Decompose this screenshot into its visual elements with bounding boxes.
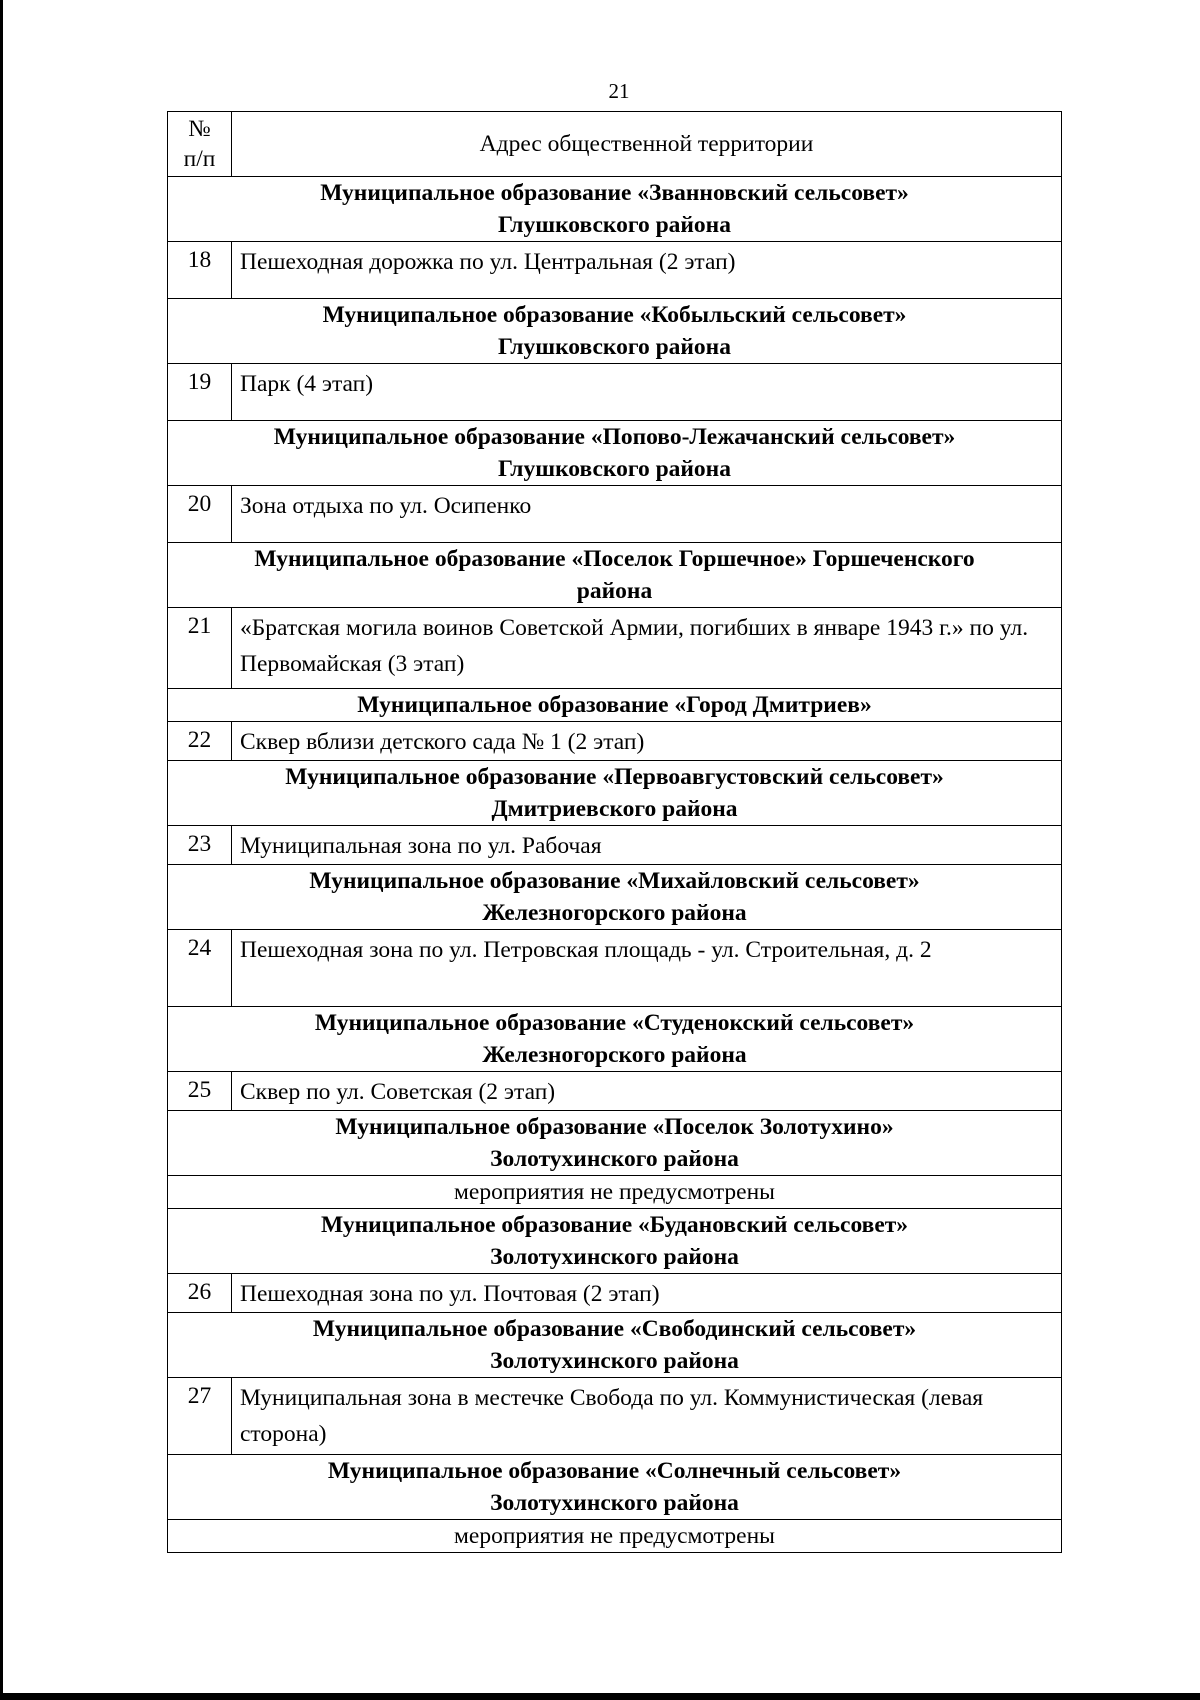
section-row xyxy=(168,177,1062,242)
table-header-row xyxy=(168,112,1062,177)
entry-address: Пешеходная зона по ул. Петровская площадь - ул. Строительная, д. 2 xyxy=(232,930,1062,1007)
entry-address: Парк (4 этап) xyxy=(232,364,1062,421)
section-row xyxy=(168,543,1062,608)
header-num-cell: № п/п xyxy=(168,112,232,177)
section-title xyxy=(168,689,1062,722)
section-title-line: Муниципальное образование «Город Дмитриев» xyxy=(357,692,872,718)
section-title-line: района xyxy=(576,578,653,604)
entry-num: 20 xyxy=(168,486,232,543)
table-row xyxy=(168,608,1062,689)
note-row xyxy=(168,1176,1062,1209)
scan-left-edge xyxy=(0,0,3,1700)
section-title-line: Муниципальное образование «Поселок Золотухино» xyxy=(335,1114,894,1140)
section-title xyxy=(168,865,1062,930)
section-title-line: Муниципальное образование «Будановский сельсовет» xyxy=(320,1212,909,1238)
section-row xyxy=(168,1111,1062,1176)
table-row xyxy=(168,1274,1062,1313)
entry-num: 24 xyxy=(168,930,232,1007)
section-title-line: Муниципальное образование «Михайловский сельсовет» xyxy=(309,868,920,894)
section-title xyxy=(168,761,1062,826)
entry-num: 27 xyxy=(168,1378,232,1455)
section-row xyxy=(168,1313,1062,1378)
section-row xyxy=(168,1007,1062,1072)
no-activities-note: мероприятия не предусмотрены xyxy=(168,1176,1062,1209)
section-title-line: Муниципальное образование «Студенокский сельсовет» xyxy=(314,1010,915,1036)
entry-num: 18 xyxy=(168,242,232,299)
section-title xyxy=(168,1313,1062,1378)
section-title xyxy=(168,543,1062,608)
entry-address: Пешеходная зона по ул. Почтовая (2 этап) xyxy=(232,1274,1062,1313)
section-row xyxy=(168,1209,1062,1274)
section-title-line: Глушковского района xyxy=(498,212,731,238)
entry-address: Зона отдыха по ул. Осипенко xyxy=(232,486,1062,543)
section-title-line: Муниципальное образование «Первоавгустовский сельсовет» xyxy=(285,764,944,790)
entry-num: 23 xyxy=(168,826,232,865)
no-activities-note: мероприятия не предусмотрены xyxy=(168,1520,1062,1553)
table-row xyxy=(168,242,1062,299)
entry-num: 19 xyxy=(168,364,232,421)
section-title-line: Муниципальное образование «Свободинский сельсовет» xyxy=(312,1316,917,1342)
table-row xyxy=(168,1072,1062,1111)
entry-address: Сквер вблизи детского сада № 1 (2 этап) xyxy=(232,722,1062,761)
territories-table xyxy=(167,111,1062,1553)
entry-num: 22 xyxy=(168,722,232,761)
section-row xyxy=(168,421,1062,486)
section-row xyxy=(168,299,1062,364)
section-title-line: Железногорского района xyxy=(482,1042,747,1068)
section-title-line: Муниципальное образование «Попово-Лежачанский сельсовет» xyxy=(273,424,956,450)
section-title-line: Золотухинского района xyxy=(490,1490,739,1516)
table-row xyxy=(168,722,1062,761)
section-row xyxy=(168,1455,1062,1520)
entry-num: 25 xyxy=(168,1072,232,1111)
section-row xyxy=(168,761,1062,826)
section-title-line: Муниципальное образование «Кобыльский сельсовет» xyxy=(322,302,907,328)
section-title-line: Золотухинского района xyxy=(490,1348,739,1374)
table-row xyxy=(168,1378,1062,1455)
section-title xyxy=(168,177,1062,242)
entry-address: Сквер по ул. Советская (2 этап) xyxy=(232,1072,1062,1111)
section-title xyxy=(168,1455,1062,1520)
section-title-line: Муниципальное образование «Поселок Горшечное» Горшеченского xyxy=(254,546,975,572)
section-title-line: Глушковского района xyxy=(498,456,731,482)
section-title-line: Муниципальное образование «Званновский сельсовет» xyxy=(320,180,909,206)
section-title xyxy=(168,1007,1062,1072)
table-row xyxy=(168,930,1062,1007)
table-row xyxy=(168,364,1062,421)
section-title-line: Глушковского района xyxy=(498,334,731,360)
section-title-line: Муниципальное образование «Солнечный сельсовет» xyxy=(327,1458,902,1484)
section-title-line: Дмитриевского района xyxy=(491,796,738,822)
entry-address: Пешеходная дорожка по ул. Центральная (2 этап) xyxy=(232,242,1062,299)
section-row xyxy=(168,689,1062,722)
table-row xyxy=(168,486,1062,543)
section-title xyxy=(168,299,1062,364)
entry-address: Муниципальная зона по ул. Рабочая xyxy=(232,826,1062,865)
entry-num: 21 xyxy=(168,608,232,689)
entry-address: Муниципальная зона в местечке Свобода по ул. Коммунистическая (левая сторона) xyxy=(232,1378,1062,1455)
section-row xyxy=(168,865,1062,930)
entry-num: 26 xyxy=(168,1274,232,1313)
header-address-cell: Адрес общественной территории xyxy=(232,112,1062,177)
table-row xyxy=(168,826,1062,865)
section-title-line: Железногорского района xyxy=(482,900,747,926)
scan-bottom-edge xyxy=(0,1693,1200,1700)
note-row xyxy=(168,1520,1062,1553)
entry-address: «Братская могила воинов Советской Армии, погибших в январе 1943 г.» по ул. Первомайская (3 этап) xyxy=(232,608,1062,689)
section-title xyxy=(168,1111,1062,1176)
section-title xyxy=(168,421,1062,486)
page-number: 21 xyxy=(608,79,630,103)
section-title-line: Золотухинского района xyxy=(490,1244,739,1270)
section-title xyxy=(168,1209,1062,1274)
section-title-line: Золотухинского района xyxy=(490,1146,739,1172)
